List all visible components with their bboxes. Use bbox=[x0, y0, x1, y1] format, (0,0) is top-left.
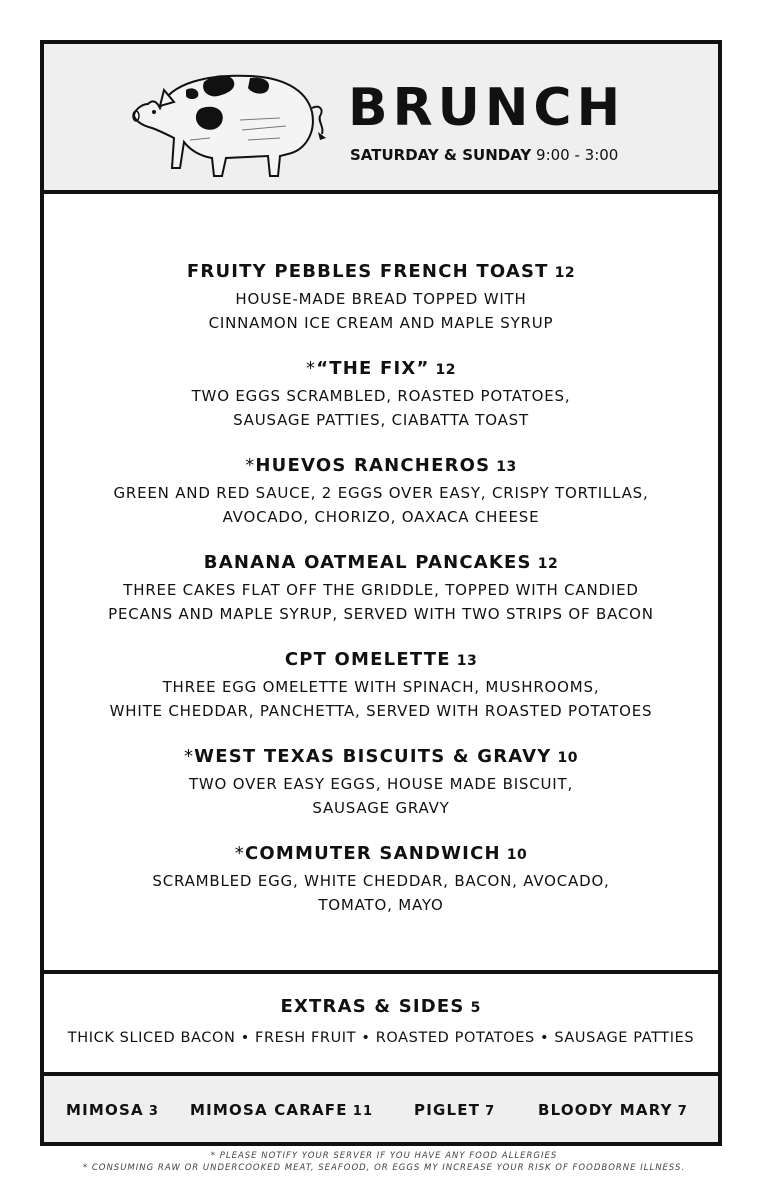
menu-item bbox=[44, 648, 718, 723]
menu-item-price: 13 bbox=[456, 653, 478, 669]
extras-price: 5 bbox=[470, 1000, 482, 1016]
extras-section bbox=[44, 974, 718, 1076]
menu-item-description: THREE EGG OMELETTE WITH SPINACH, MUSHROOMS, WHITE CHEDDAR, PANCHETTA, SERVED WITH ROASTED POTATOES bbox=[109, 678, 653, 720]
menu-item-price: 13 bbox=[496, 459, 517, 475]
menu-item bbox=[44, 357, 718, 432]
menu-item-description: HOUSE-MADE BREAD TOPPED WITH CINNAMON ICE CREAM AND MAPLE SYRUP bbox=[208, 290, 554, 332]
drink-price: 11 bbox=[352, 1104, 374, 1119]
drink-item: MIMOSA 3 bbox=[66, 1101, 160, 1119]
menu-item bbox=[44, 842, 718, 917]
menu-item-description: SCRAMBLED EGG, WHITE CHEDDAR, BACON, AVOCADO, TOMATO, MAYO bbox=[152, 872, 610, 914]
service-days: SATURDAY & SUNDAY bbox=[350, 146, 532, 164]
extras-list: THICK SLICED BACON • FRESH FRUIT • ROASTED POTATOES • SAUSAGE PATTIES bbox=[67, 1030, 695, 1046]
menu-item-description: TWO OVER EASY EGGS, HOUSE MADE BISCUIT, SAUSAGE GRAVY bbox=[188, 775, 574, 817]
menu-item-title: *WEST TEXAS BISCUITS & GRAVY 10 bbox=[183, 746, 579, 767]
service-hours bbox=[350, 148, 618, 163]
drink-price: 7 bbox=[485, 1104, 496, 1119]
extras-title: EXTRAS & SIDES 5 bbox=[280, 996, 482, 1017]
raw-food-footnote: * CONSUMING RAW OR UNDERCOOKED MEAT, SEAFOOD, OR EGGS MY INCREASE YOUR RISK OF FOODBORNE ILLNESS. bbox=[82, 1163, 686, 1173]
menu-item-name: “THE FIX” bbox=[316, 358, 430, 379]
drink-item: MIMOSA CARAFE 11 bbox=[190, 1101, 374, 1119]
allergy-footnote: * PLEASE NOTIFY YOUR SERVER IF YOU HAVE ANY FOOD ALLERGIES bbox=[210, 1151, 558, 1161]
menu-item-name: BANANA OATMEAL PANCAKES bbox=[203, 552, 532, 573]
menu-item-description: GREEN AND RED SAUCE, 2 EGGS OVER EASY, CRISPY TORTILLAS, AVOCADO, CHORIZO, OAXACA CHEESE bbox=[113, 484, 649, 526]
menu-item-price: 12 bbox=[554, 265, 576, 281]
menu-item-title: *“THE FIX” 12 bbox=[306, 358, 456, 379]
drink-item: BLOODY MARY 7 bbox=[538, 1101, 688, 1119]
menu-item-name: FRUITY PEBBLES FRENCH TOAST bbox=[186, 261, 549, 282]
menu-item bbox=[44, 454, 718, 529]
menu-item-title: *HUEVOS RANCHEROS 13 bbox=[245, 455, 517, 476]
menu-item-description: THREE CAKES FLAT OFF THE GRIDDLE, TOPPED WITH CANDIED PECANS AND MAPLE SYRUP, SERVED WITH TWO STRIPS OF BACON bbox=[108, 581, 654, 623]
menu-item-title bbox=[44, 648, 718, 673]
menu-item-price: 12 bbox=[537, 556, 559, 572]
menu-item-title: *COMMUTER SANDWICH 10 bbox=[234, 843, 528, 864]
menu-item-name: COMMUTER SANDWICH bbox=[244, 843, 501, 864]
menu-item bbox=[44, 745, 718, 820]
pig-icon bbox=[130, 60, 326, 178]
menu-item-title bbox=[44, 551, 718, 576]
service-time: 9:00 - 3:00 bbox=[536, 146, 619, 164]
menu-items-section bbox=[44, 194, 718, 974]
menu-item-name: CPT OMELETTE bbox=[284, 649, 451, 670]
menu-item-title bbox=[44, 260, 718, 285]
menu-item-price: 10 bbox=[557, 750, 579, 766]
menu-item-description: TWO EGGS SCRAMBLED, ROASTED POTATOES, SAUSAGE PATTIES, CIABATTA TOAST bbox=[191, 387, 571, 429]
drink-item: PIGLET 7 bbox=[414, 1101, 496, 1119]
menu-item bbox=[44, 260, 718, 335]
menu-item-name: WEST TEXAS BISCUITS & GRAVY bbox=[194, 746, 552, 767]
menu-item-name: HUEVOS RANCHEROS bbox=[255, 455, 491, 476]
drink-price: 7 bbox=[677, 1104, 688, 1119]
drink-price: 3 bbox=[148, 1104, 160, 1119]
menu-frame bbox=[40, 40, 722, 1146]
menu-item-price: 10 bbox=[506, 847, 528, 863]
drinks-section bbox=[44, 1076, 718, 1142]
menu-header bbox=[44, 44, 718, 194]
menu-item bbox=[44, 551, 718, 626]
menu-title: BRUNCH bbox=[348, 78, 626, 138]
menu-item-price: 12 bbox=[435, 362, 456, 378]
